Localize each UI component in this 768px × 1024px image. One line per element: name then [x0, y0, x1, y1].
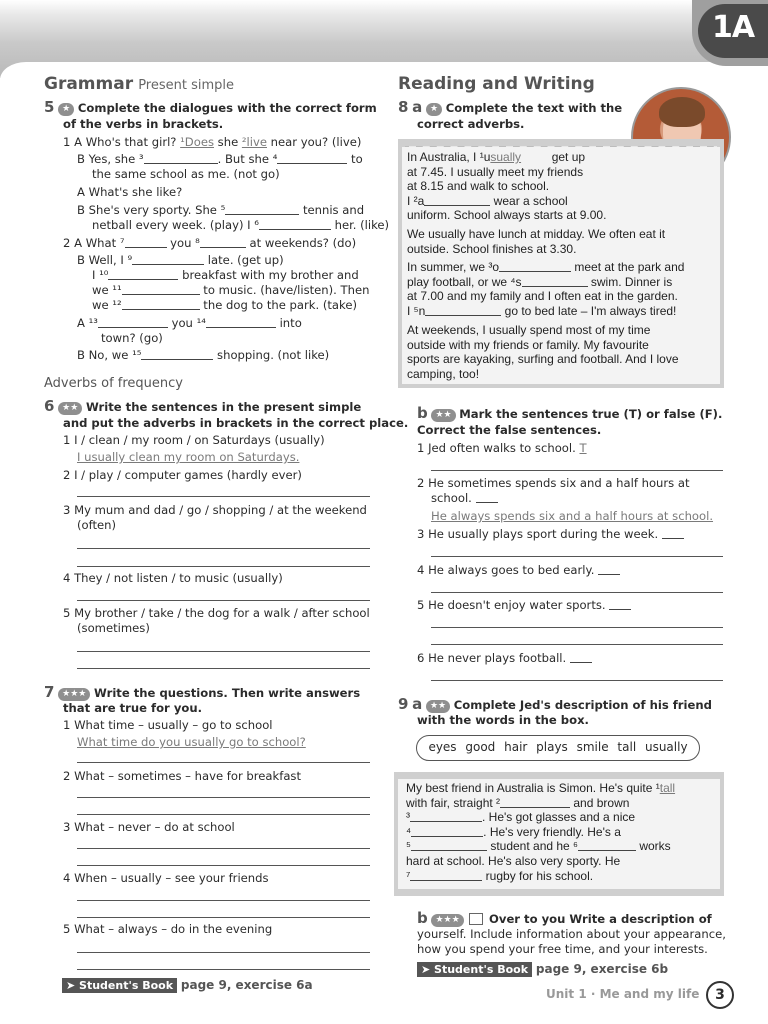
answer-line[interactable]	[431, 592, 723, 593]
dialogue-text: she	[214, 135, 242, 149]
answer-line[interactable]	[77, 969, 370, 970]
students-book-tag: ➤ Student's Book	[417, 962, 532, 977]
item-number: 2	[63, 769, 71, 783]
description-panel	[398, 779, 720, 889]
answer-line[interactable]	[77, 548, 370, 549]
ex9a-header	[398, 697, 712, 713]
text-line	[406, 796, 675, 811]
text-run: swim. Dinner is	[587, 274, 673, 289]
photo-hair	[659, 97, 705, 127]
answer-blank[interactable]	[424, 195, 490, 206]
ex9-number: 9	[398, 695, 409, 713]
dialogue-number: 2	[63, 236, 71, 250]
paragraph-3	[407, 260, 684, 318]
unit-footer-label: Unit 1 · Me and my life	[546, 987, 700, 1001]
text-run: with fair, straight ²	[406, 795, 501, 810]
text-line: outside. School finishes at 3.30.	[407, 241, 577, 256]
ex6-instruction: Write the sentences in the present simple	[85, 400, 362, 414]
unit-tab-label: 1A	[712, 10, 755, 45]
dialogue-text: B Well, I ⁹	[77, 253, 133, 267]
answer-line[interactable]	[77, 952, 370, 953]
text-run: meet at the park and	[571, 260, 685, 274]
item-text: What time – usually – go to school	[74, 718, 273, 732]
ex8b-instruction-2: Correct the false sentences.	[417, 423, 602, 437]
answer-line[interactable]	[431, 627, 723, 628]
dialogue-text: near you? (live)	[267, 135, 362, 149]
text-line: camping, too!	[407, 366, 480, 381]
answer-blank[interactable]	[122, 284, 200, 295]
dialogue-text: we ¹¹	[92, 283, 122, 297]
reading-text-panel	[402, 147, 720, 384]
answer-blank[interactable]	[259, 219, 331, 230]
item-text: I / play / computer games (hardly ever)	[74, 468, 302, 482]
ex8a-instruction: Complete the text with the	[445, 101, 623, 115]
page-number: 3	[706, 981, 734, 1009]
answer-line[interactable]	[77, 566, 370, 567]
text-line	[407, 304, 684, 319]
text-run: ³	[406, 810, 410, 825]
dialogue-text: netball every week. (play) I ⁶	[92, 218, 259, 232]
dialogue-text: tennis and	[299, 203, 365, 217]
true-false-blank[interactable]	[570, 652, 592, 663]
item-number: 3	[417, 527, 425, 541]
ex5-line-1	[63, 135, 361, 149]
ex9a-instruction-2: with the words in the box.	[417, 713, 589, 727]
dialogue-text: her. (like)	[330, 218, 390, 232]
text-line: We usually have lunch at midday. We often eat it	[407, 227, 666, 241]
ex7-stars: ★★★	[58, 688, 90, 701]
dialogue-text: late. (get up)	[204, 253, 284, 267]
item-number: 2	[417, 476, 425, 490]
ex5-line-3: the same school as me. (not go)	[92, 167, 280, 181]
ex8a-header	[398, 100, 622, 116]
dialogue-text: B Yes, she ³	[77, 152, 144, 166]
dialogue-text: to music. (have/listen). Then	[199, 283, 370, 297]
text-run: I ⁵n	[407, 303, 426, 318]
dialogue-text: we ¹²	[92, 298, 122, 312]
answer-line[interactable]	[77, 848, 370, 849]
ex5-line-10	[92, 283, 369, 297]
item-number: 2	[63, 468, 71, 482]
answer-blank[interactable]	[144, 153, 218, 164]
text-run: wear a school	[490, 193, 568, 208]
ex5-stars: ★	[58, 103, 74, 116]
text-run: I ²a	[407, 193, 425, 208]
text-run: and brown	[570, 795, 630, 810]
item-text: He never plays football.	[428, 651, 567, 665]
answer-line[interactable]	[77, 668, 370, 669]
ex8-number: 8	[398, 98, 409, 116]
page-reference: page 9, exercise 6b	[535, 962, 669, 976]
ex7-instruction: Write the questions. Then write answers	[94, 686, 361, 700]
word-box: eyes good hair plays smile tall usually	[416, 735, 700, 761]
ex9b-instruction: Over to you Write a description of	[489, 912, 712, 926]
dialogue-text: you ⁸	[166, 236, 200, 250]
item-number: 5	[63, 606, 71, 620]
ex5-instruction-2: of the verbs in brackets.	[63, 117, 224, 131]
ex6-stars: ★★	[58, 402, 82, 415]
ex5-line-13: town? (go)	[101, 331, 163, 345]
text-run: rugby for his school.	[482, 868, 594, 883]
answer-line[interactable]	[77, 762, 370, 763]
answer-blank[interactable]	[578, 840, 636, 851]
item-number: 5	[417, 598, 425, 612]
text-line	[406, 781, 675, 796]
ex6-item-3	[63, 503, 367, 517]
ex5-line-5	[77, 203, 364, 217]
dialogue-text: B She's very sporty. She ⁵	[77, 203, 226, 217]
true-false-blank[interactable]	[598, 564, 620, 575]
ex8b-item-4	[417, 563, 620, 577]
text-line: sports are kayaking, surfing and football. And I love	[407, 352, 679, 367]
item-text: school.	[431, 491, 472, 505]
ex8a-stars: ★	[426, 103, 442, 116]
ex9a-stars: ★★	[426, 700, 450, 713]
ex5-line-14	[77, 348, 329, 362]
ex9b-letter: b	[417, 909, 428, 927]
answer-blank[interactable]	[425, 305, 501, 316]
ex6-item-2	[63, 468, 302, 482]
answer-line[interactable]	[431, 680, 723, 681]
answer-blank[interactable]	[141, 349, 213, 360]
text-line: outside with my friends or family. My favourite	[407, 337, 649, 352]
item-number: 3	[63, 503, 71, 517]
text-run: In summer, we ³o	[407, 260, 500, 274]
ex5-header	[44, 100, 377, 116]
answer-line[interactable]	[77, 917, 370, 918]
item-number: 1	[417, 441, 425, 455]
left-footer-ref	[62, 978, 313, 993]
ex5-line-2	[77, 152, 363, 166]
text-run: go to bed late – I'm always tired!	[501, 303, 677, 318]
paragraph-1	[407, 150, 606, 223]
text-line	[407, 150, 606, 165]
paragraph-2	[407, 227, 665, 256]
ex8b-item-6	[417, 651, 592, 665]
students-book-tag: ➤ Student's Book	[62, 978, 177, 993]
answer-blank[interactable]	[98, 317, 168, 328]
dialogue-number: 1	[63, 135, 71, 149]
dialogue-text: I ¹⁰	[92, 268, 109, 282]
answer-line[interactable]	[77, 496, 370, 497]
ex7-item-2	[63, 769, 301, 783]
ex8b-letter: b	[417, 404, 428, 422]
item-number: 1	[63, 718, 71, 732]
page-reference: page 9, exercise 6a	[180, 978, 313, 992]
description-text	[406, 781, 675, 883]
grammar-title: Grammar	[44, 74, 134, 94]
true-false-blank[interactable]	[609, 599, 631, 610]
dialogue-text: at weekends? (do)	[245, 236, 357, 250]
answer-line[interactable]	[77, 600, 370, 601]
answer-blank[interactable]	[122, 299, 200, 310]
handwritten-answer: ¹Does	[180, 135, 214, 149]
item-text: He always goes to bed early.	[428, 563, 595, 577]
ex6-item-4	[63, 571, 283, 585]
ex8b-header	[417, 406, 722, 422]
text-line: at 8.15 and walk to school.	[407, 179, 550, 194]
grammar-subtitle: Present simple	[138, 78, 235, 93]
ex8b-item-2-cont	[431, 491, 498, 505]
text-line: at 7.45. I usually meet my friends	[407, 164, 584, 179]
answer-blank[interactable]	[132, 254, 204, 265]
item-text: He usually plays sport during the week.	[428, 527, 659, 541]
answer-line[interactable]	[77, 797, 370, 798]
text-run: ⁴	[406, 824, 412, 839]
ex7-answer-1: What time do you usually go to school?	[77, 735, 306, 749]
text-line	[407, 260, 684, 275]
text-run: ⁵	[406, 839, 411, 854]
item-number: 3	[63, 820, 71, 834]
ex7-item-5	[63, 922, 272, 936]
answer-blank[interactable]	[108, 269, 178, 280]
dialogue-text: A Who's that girl?	[74, 135, 181, 149]
ex9b-instruction-2: yourself. Include information about your appearance,	[417, 927, 726, 941]
text-line	[406, 839, 675, 854]
true-false-blank[interactable]	[476, 492, 498, 503]
item-text: Jed often walks to school.	[428, 441, 576, 455]
dialogue-text: B No, we ¹⁵	[77, 348, 142, 362]
right-footer-ref	[417, 962, 668, 977]
ex7-number: 7	[44, 683, 55, 701]
handwritten-answer: sually	[490, 150, 522, 164]
text-line	[406, 869, 675, 884]
text-run: play football, or we ⁴s	[407, 274, 522, 289]
ex5-number: 5	[44, 98, 55, 116]
item-number: 4	[417, 563, 425, 577]
ex8b-item-5	[417, 598, 631, 612]
ex8b-item-1	[417, 441, 587, 455]
ex8b-item-2	[417, 476, 690, 490]
paragraph-4	[407, 323, 679, 381]
item-number: 5	[63, 922, 71, 936]
ex7-instruction-2: that are true for you.	[63, 701, 202, 715]
ex6-item-3-adverb: (often)	[77, 518, 117, 532]
ex5-line-7	[63, 236, 356, 250]
ex5-line-8	[77, 253, 284, 267]
ex9b-instruction-3: how you spend your free time, and your interests.	[417, 942, 708, 956]
text-run: In Australia, I ¹u	[407, 150, 491, 164]
text-line	[407, 275, 684, 290]
answer-line[interactable]	[77, 865, 370, 866]
item-text: My brother / take / the dog for a walk / after school	[74, 606, 370, 620]
item-number: 6	[417, 651, 425, 665]
notebook-icon	[469, 913, 483, 925]
ex6-header	[44, 399, 361, 415]
item-text: What – sometimes – have for breakfast	[74, 769, 302, 783]
answer-blank[interactable]	[410, 811, 482, 822]
ex6-item-5	[63, 606, 370, 620]
text-run: works	[636, 839, 671, 854]
text-line: uniform. School always starts at 9.00.	[407, 208, 607, 223]
ex9b-header	[417, 911, 712, 927]
text-run: get up	[548, 150, 586, 164]
dialogue-text: . But she ⁴	[217, 152, 278, 166]
reading-writing-title: Reading and Writing	[398, 74, 595, 94]
item-number: 1	[63, 433, 71, 447]
handwritten-answer: tall	[659, 781, 676, 795]
ex7-item-1	[63, 718, 273, 732]
ex8a-letter: a	[412, 98, 423, 116]
dialogue-text: breakfast with my brother and	[178, 268, 359, 282]
text-line: hard at school. He's also very sporty. He	[406, 853, 621, 868]
ex7-header	[44, 685, 360, 701]
text-run: student and he ⁶	[486, 839, 578, 854]
text-line: at 7.00 and my family and I often eat in the garden.	[407, 289, 678, 304]
ex6-item-5-adverb: (sometimes)	[77, 621, 150, 635]
dialogue-text: A ¹³	[77, 316, 98, 330]
answer-blank[interactable]	[125, 237, 167, 248]
text-line: At weekends, I usually spend most of my time	[407, 323, 651, 337]
ex6-answer-1: I usually clean my room on Saturdays.	[77, 450, 300, 464]
dialogue-text: to	[347, 152, 363, 166]
item-text: When – usually – see your friends	[74, 871, 269, 885]
item-text: He sometimes spends six and a half hours at	[428, 476, 690, 490]
ex9a-letter: a	[412, 695, 423, 713]
item-text: What – never – do at school	[74, 820, 235, 834]
text-run: . He's got glasses and a nice	[482, 810, 636, 825]
answer-blank[interactable]	[411, 826, 483, 837]
dialogue-text: into	[275, 316, 302, 330]
text-line	[406, 810, 675, 825]
ex5-instruction: Complete the dialogues with the correct form	[77, 101, 377, 115]
dialogue-text: you ¹⁴	[167, 316, 206, 330]
answer-blank[interactable]	[410, 870, 482, 881]
ex5-line-12	[77, 316, 302, 330]
ex7-item-3	[63, 820, 235, 834]
answer-blank[interactable]	[200, 237, 246, 248]
answer-blank[interactable]	[277, 153, 347, 164]
adverbs-heading: Adverbs of frequency	[44, 376, 183, 391]
ex5-line-6	[92, 218, 389, 232]
true-false-answer[interactable]: T	[579, 441, 587, 455]
answer-blank[interactable]	[225, 204, 299, 215]
dialogue-text: A What ⁷	[74, 236, 125, 250]
ex9a-instruction: Complete Jed's description of his friend	[453, 698, 712, 712]
grammar-heading	[44, 74, 234, 94]
ex8b-instruction: Mark the sentences true (T) or false (F).	[459, 407, 723, 421]
ex8b-item-3	[417, 527, 684, 541]
ex6-instruction-2: and put the adverbs in brackets in the correct place.	[63, 416, 409, 430]
item-text: He doesn't enjoy water sports.	[428, 598, 606, 612]
ex6-number: 6	[44, 397, 55, 415]
item-text: What – always – do in the evening	[74, 922, 273, 936]
text-run: ⁷	[406, 868, 411, 883]
item-text: I / clean / my room / on Saturdays (usually)	[74, 433, 325, 447]
answer-blank[interactable]	[499, 261, 571, 272]
ex5-line-4: A What's she like?	[77, 185, 183, 199]
text-line	[407, 194, 606, 209]
item-number: 4	[63, 871, 71, 885]
text-line	[406, 825, 675, 840]
answer-line[interactable]	[77, 651, 370, 652]
dialogue-text: shopping. (not like)	[213, 348, 330, 362]
ex5-line-11	[92, 298, 357, 312]
answer-blank[interactable]	[522, 276, 588, 287]
text-run: My best friend in Australia is Simon. He's quite ¹	[406, 781, 660, 795]
answer-blank[interactable]	[206, 317, 276, 328]
item-text: My mum and dad / go / shopping / at the weekend	[74, 503, 367, 517]
item-text: They / not listen / to music (usually)	[74, 571, 283, 585]
item-number: 4	[63, 571, 71, 585]
ex9b-stars: ★★★	[431, 914, 463, 927]
ex6-item-1	[63, 433, 325, 447]
answer-line[interactable]	[431, 644, 723, 645]
answer-line[interactable]	[431, 556, 723, 557]
ex8b-answer-2: He always spends six and a half hours at school.	[431, 509, 714, 523]
handwritten-answer: ²live	[241, 135, 267, 149]
true-false-blank[interactable]	[662, 528, 684, 539]
text-run: . He's very friendly. He's a	[483, 824, 621, 839]
ex8b-stars: ★★	[431, 409, 455, 422]
answer-line[interactable]	[77, 900, 370, 901]
answer-blank[interactable]	[411, 840, 487, 851]
answer-line[interactable]	[77, 814, 370, 815]
dialogue-text: the dog to the park. (take)	[199, 298, 357, 312]
ex7-item-4	[63, 871, 269, 885]
ex5-line-9	[92, 268, 359, 282]
ex8a-instruction-2: correct adverbs.	[417, 117, 525, 131]
answer-blank[interactable]	[500, 797, 570, 808]
answer-line[interactable]	[431, 470, 723, 471]
